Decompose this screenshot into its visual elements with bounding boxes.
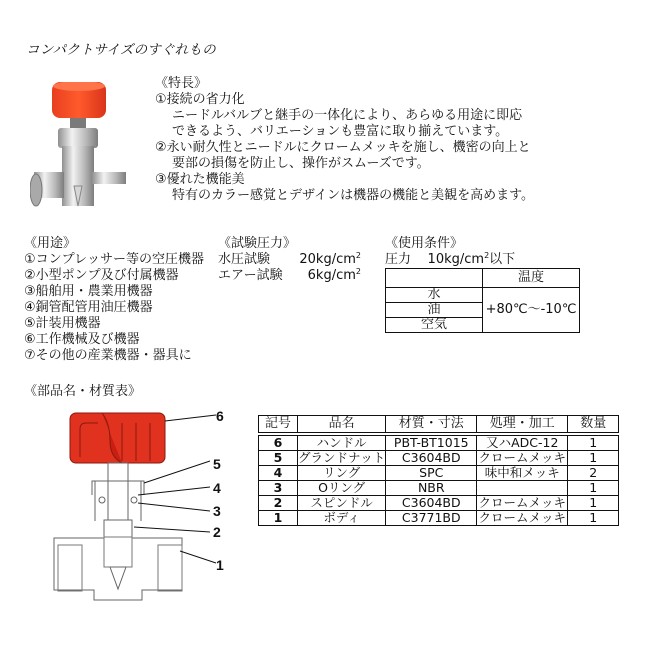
cell-qty: 1 [568,451,619,466]
uses-title: 《用途》 [24,236,77,251]
cell-treatment: 又ハADC-12 [477,434,568,451]
features-section [155,76,534,204]
media-air: 空気 [386,318,483,333]
parts-title: 《部品名・材質表》 [24,384,142,399]
cell-no: 3 [259,481,298,496]
cell-treatment: クロームメッキ [478,495,567,510]
use-item: ⑤計装用機器 [24,316,101,331]
test-row-water [218,252,361,268]
headline: コンパクトサイズのすぐれもの [26,42,216,58]
media-water: 水 [386,288,483,303]
callout-5: 5 [213,456,221,472]
test-row-air [218,268,361,284]
cell-no: 4 [259,466,298,481]
table-header-empty [386,269,483,288]
feature-text: 特有のカラー感覚とデザインは機器の機能と美観を高めます。 [172,188,535,203]
cell-material: SPC [386,466,477,481]
feature-text: ニードルバルブと継手の一体化により、あらゆる用途に即応 [172,108,523,123]
valve-cross-section-diagram [40,405,240,605]
cell-no: 5 [259,451,298,466]
feature-text: 要部の損傷を防止し、操作がスムーズです。 [172,156,430,171]
callout-4: 4 [213,480,221,496]
test-pressure-section [218,236,361,284]
cell-material: C3604BD [386,496,477,511]
cell-material: C3771BD [386,511,477,526]
callout-6: 6 [216,408,224,424]
cell-material: NBR [386,481,477,496]
parts-table [258,415,619,526]
test-value: $20kg/cm^2$ [299,251,361,267]
cell-name: スピンドル [298,496,386,511]
conditions-title: 《使用条件》 [385,236,464,251]
pressure-limit: 圧力 $10kg/cm^2$以下 [385,251,516,267]
table-row [259,466,619,481]
use-item: ③船舶用・農業用機器 [24,284,153,299]
test-value: $6kg/cm^2$ [307,267,361,283]
cell-no: 6 [259,434,298,451]
cell-treatment: クロームメッキ [478,450,567,465]
cell-no: 1 [259,511,298,526]
col-name: 品名 [298,416,386,435]
col-material: 材質・寸法 [386,416,477,435]
col-treatment: 処理・加工 [477,416,568,435]
table-row [259,434,619,451]
cell-qty: 2 [568,466,619,481]
cell-name: Oリング [298,481,386,496]
table-row [259,451,619,466]
use-item: ④銅管配管用油圧機器 [24,300,153,315]
cell-name: グランドナット [298,450,386,465]
cell-name: リング [298,466,386,481]
cell-treatment: クロームメッキ [478,510,567,525]
test-pressure-title: 《試験圧力》 [218,236,297,251]
use-item: ②小型ポンプ及び付属機器 [24,268,179,283]
cell-material: PBT-BT1015 [386,434,477,451]
cell-qty: 1 [568,496,619,511]
cell-treatment: 味中和メッキ [477,466,568,481]
use-item: ⑦その他の産業機器・器具に [24,348,192,363]
conditions-section [385,236,580,333]
feature-text: できるよう、バリエーションも豊富に取り揃えています。 [172,124,509,139]
test-label: エアー試験 [218,268,283,283]
test-label: 水圧試験 [218,252,271,267]
cell-name: ハンドル [298,434,386,451]
use-item: ①コンプレッサー等の空圧機器 [24,252,205,267]
cell-material: C3604BD [386,451,477,466]
features-title: 《特長》 [155,76,208,91]
table-row [259,496,619,511]
col-symbol: 記号 [259,416,298,435]
callout-2: 2 [213,524,221,540]
conditions-table [385,268,580,333]
table-row [259,481,619,496]
cell-qty: 1 [568,434,619,451]
col-qty: 数量 [568,416,619,435]
table-header-temperature: 温度 [483,269,580,288]
cell-qty: 1 [568,511,619,526]
callout-3: 3 [213,503,221,519]
feature-heading: ③優れた機能美 [155,172,245,187]
media-oil: 油 [386,303,483,318]
table-row [259,511,619,526]
temperature-range: +80℃～-10℃ [483,288,580,333]
cell-treatment [477,481,568,496]
product-photo [30,82,140,210]
uses-section [24,236,204,364]
use-item: ⑥工作機械及び機器 [24,332,140,347]
feature-heading: ①接続の省力化 [155,92,245,107]
table-header-row [259,416,619,435]
callout-1: 1 [216,557,224,573]
feature-heading: ②永い耐久性とニードルにクロームメッキを施し、機密の向上と [155,140,531,155]
cell-name: ボディ [298,511,386,526]
cell-qty: 1 [568,481,619,496]
cell-no: 2 [259,496,298,511]
